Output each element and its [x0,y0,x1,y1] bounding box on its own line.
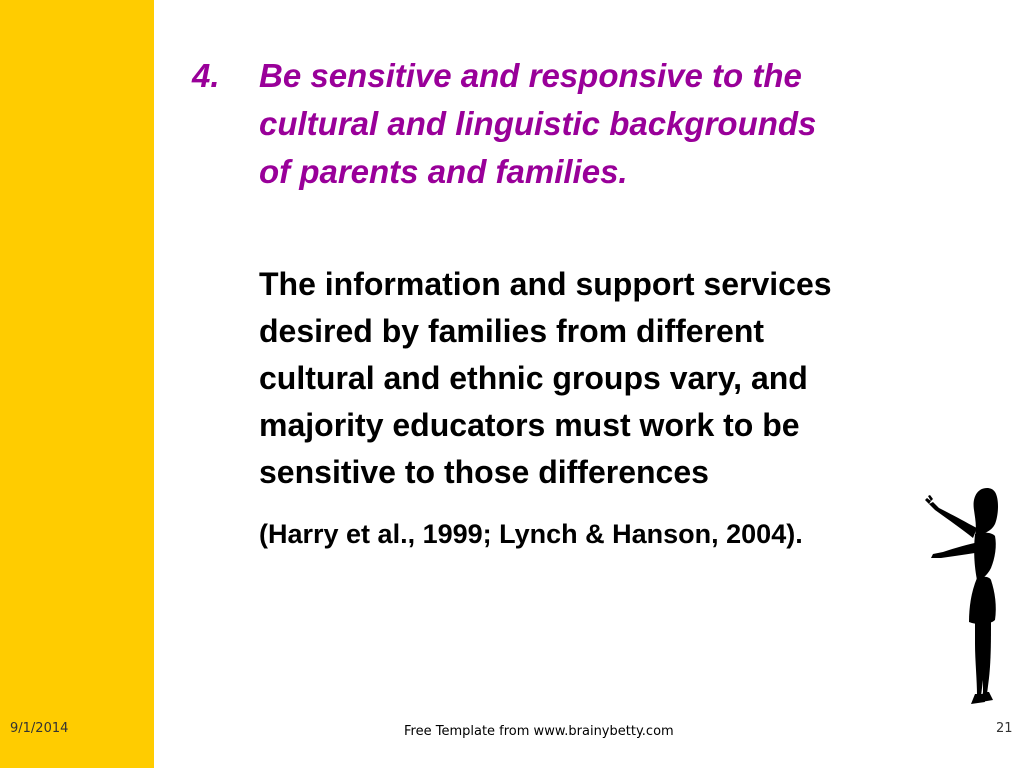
woman-silhouette-icon [925,484,1024,710]
heading-line: cultural and linguistic backgrounds [259,105,817,142]
footer-template-credit: Free Template from www.brainybetty.com [404,724,674,739]
sidebar-band [0,0,154,768]
slide-heading [259,52,979,196]
body-line: cultural and ethnic groups vary, and [259,360,808,396]
body-line: desired by families from different [259,313,765,349]
heading-number: 4. [192,57,220,94]
body-line: majority educators must work to be [259,407,800,443]
body-line: sensitive to those differences [259,454,709,490]
heading-line: Be sensitive and responsive to the [259,57,802,94]
heading-line: of parents and families. [259,153,628,190]
page-number: 21 [996,721,1013,736]
slide-body [259,261,999,496]
footer-date: 9/1/2014 [10,721,69,736]
body-line: The information and support services [259,266,832,302]
citation: (Harry et al., 1999; Lynch & Hanson, 2004). [259,519,803,549]
